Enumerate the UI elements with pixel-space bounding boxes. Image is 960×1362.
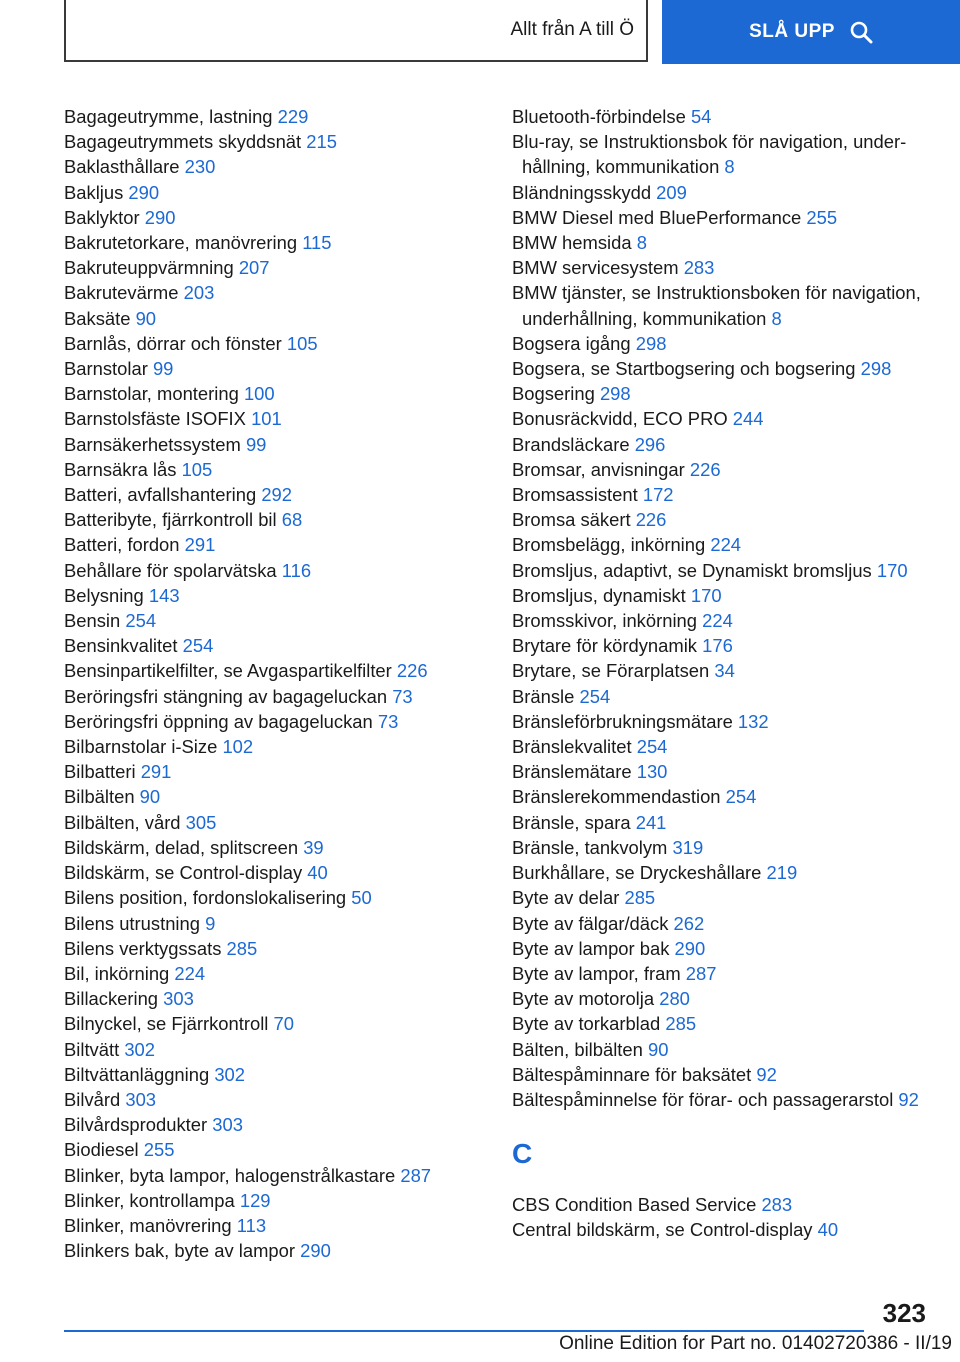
index-entry-term: Bilbälten — [64, 786, 135, 808]
index-entry-term: Bagageutrymmets skyddsnät — [64, 131, 302, 153]
page-reference-link[interactable]: 262 — [673, 912, 705, 934]
page-reference-link[interactable]: 105 — [286, 332, 318, 354]
page-reference-link[interactable]: 285 — [624, 887, 656, 909]
page-reference-link[interactable]: 68 — [281, 509, 303, 531]
index-entry-term: Bluetooth-förbindelse — [512, 106, 686, 127]
index-entry-term: Bromsljus, adaptivt, se Dynamiskt bromsljus — [512, 559, 872, 581]
page-reference-link[interactable]: 73 — [377, 710, 399, 732]
page-reference-link[interactable]: 224 — [174, 962, 206, 984]
index-entry — [512, 129, 952, 179]
page-reference-link[interactable]: 302 — [124, 1038, 156, 1060]
page-number: 323 — [882, 1298, 926, 1328]
page-reference-link[interactable]: 298 — [635, 332, 667, 354]
page-reference-link[interactable]: 99 — [152, 358, 174, 380]
page-reference-link[interactable]: 283 — [683, 257, 715, 279]
index-entry — [512, 1011, 952, 1036]
page-reference-link[interactable]: 8 — [636, 232, 647, 254]
page-reference-link[interactable]: 287 — [400, 1164, 432, 1186]
index-entry-term: Barnstolar — [64, 358, 148, 380]
index-entry-term: Batteri, fordon — [64, 534, 180, 556]
page-reference-link[interactable]: 298 — [860, 358, 892, 380]
index-entry — [64, 734, 504, 759]
index-entry-term: CBS Condition Based Service — [512, 1194, 757, 1216]
index-entry — [64, 381, 504, 406]
index-entry — [64, 507, 504, 532]
page-reference-link[interactable]: 254 — [636, 736, 668, 758]
page-reference-link[interactable]: 283 — [761, 1194, 793, 1216]
index-entry-term: Baksäte — [64, 307, 131, 329]
index-entry — [512, 356, 952, 381]
index-entry — [64, 406, 504, 431]
index-entry — [64, 684, 504, 709]
page-reference-link[interactable]: 241 — [635, 811, 667, 833]
page-reference-link[interactable]: 303 — [163, 988, 194, 1010]
index-entry-term: Barnlås, dörrar och fönster — [64, 332, 282, 354]
page-reference-link[interactable]: 219 — [766, 862, 798, 884]
index-entry — [512, 936, 952, 961]
index-entry-term: Biodiesel — [64, 1139, 139, 1161]
index-entry-term: Baklyktor — [64, 206, 140, 228]
page-reference-link[interactable]: 99 — [245, 433, 267, 455]
index-entry-term: Bromsbelägg, inkörning — [512, 534, 706, 556]
index-entry — [512, 1087, 952, 1112]
index-entry-term: Bältespåminnelse för förar- och passagerarstol — [512, 1088, 894, 1110]
index-entry-term: Bromsskivor, inkörning — [512, 610, 697, 632]
page-reference-link[interactable]: 34 — [714, 660, 735, 682]
index-entry — [64, 810, 504, 835]
page-reference-link[interactable]: 292 — [261, 484, 292, 506]
index-entry — [512, 280, 952, 330]
index-entry-term: Bromsassistent — [512, 484, 638, 506]
index-entry — [64, 911, 504, 936]
page-reference-link[interactable]: 92 — [756, 1063, 777, 1085]
index-entry — [512, 709, 952, 734]
index-entry-term: Bilbälten, vård — [64, 811, 181, 833]
index-entry — [512, 860, 952, 885]
page-reference-link[interactable]: 319 — [672, 836, 704, 858]
index-entry-term: Bilens position, fordonslokalisering — [64, 887, 347, 909]
index-entry — [64, 1163, 504, 1188]
index-entry-term: Byte av lampor, fram — [512, 962, 681, 984]
index-entry-term: Bränslemätare — [512, 761, 632, 783]
page-reference-link[interactable]: 303 — [125, 1088, 157, 1110]
page-reference-link[interactable]: 129 — [239, 1189, 271, 1211]
index-entry-term: BMW Diesel med BluePerformance — [512, 206, 802, 228]
index-entry-term: Bogsering — [512, 383, 595, 405]
index-entry — [512, 784, 952, 809]
page-reference-link[interactable]: 209 — [656, 181, 687, 203]
page-reference-link[interactable]: 176 — [702, 635, 733, 657]
index-entry — [64, 482, 504, 507]
index-entry-term: Central bildskärm, se Control-display — [512, 1219, 813, 1241]
index-entry-term: Brandsläckare — [512, 433, 630, 455]
index-entry — [512, 558, 952, 583]
footer-divider — [64, 1330, 864, 1332]
index-entry-term: Bränslekvalitet — [512, 736, 632, 758]
index-entry — [64, 532, 504, 557]
index-entry-term: Blinker, kontrollampa — [64, 1189, 235, 1211]
index-entry-term: Bilbatteri — [64, 761, 136, 783]
index-entry-term: Beröringsfri stängning av bagageluckan — [64, 685, 388, 707]
index-entry — [64, 230, 504, 255]
page-reference-link[interactable]: 254 — [125, 610, 157, 632]
index-entry-term: Behållare för spolarvätska — [64, 559, 277, 581]
page-reference-link[interactable]: 280 — [659, 988, 690, 1010]
index-entry — [512, 1217, 952, 1242]
page-reference-link[interactable]: 226 — [635, 509, 667, 531]
page-reference-link[interactable]: 101 — [251, 408, 282, 430]
index-entry-term: Barnstolsfäste ISOFIX — [64, 408, 246, 430]
page-reference-link[interactable]: 302 — [214, 1063, 245, 1085]
index-entry — [64, 1188, 504, 1213]
page-reference-link[interactable]: 40 — [817, 1219, 839, 1241]
index-entry — [512, 986, 952, 1011]
index-entry — [64, 180, 504, 205]
index-entry — [64, 885, 504, 910]
chapter-tab-a-to-o[interactable] — [64, 0, 648, 62]
index-entry-term: Barnsäkra lås — [64, 458, 177, 480]
page-reference-link[interactable]: 255 — [143, 1139, 175, 1161]
index-entry — [512, 381, 952, 406]
page-reference-link[interactable]: 254 — [182, 635, 214, 657]
page-reference-link[interactable]: 224 — [702, 610, 733, 632]
index-entry — [512, 734, 952, 759]
index-entry-term: Bildskärm, delad, splitscreen — [64, 836, 299, 858]
index-entry-term: Byte av motorolja — [512, 988, 655, 1010]
page-reference-link[interactable]: 73 — [392, 685, 413, 707]
index-entry-term: Bilens verktygssats — [64, 937, 222, 959]
page-reference-link[interactable]: 229 — [277, 106, 309, 127]
index-entry — [64, 784, 504, 809]
page-reference-link[interactable]: 224 — [710, 534, 742, 556]
index-entry — [64, 457, 504, 482]
index-entry-term: Bakrutevärme — [64, 282, 179, 304]
index-entry — [64, 1137, 504, 1162]
index-entry — [512, 104, 952, 129]
page-reference-link[interactable]: 290 — [674, 937, 706, 959]
index-entry-term: Biltvättanläggning — [64, 1063, 210, 1085]
index-entry — [64, 1087, 504, 1112]
index-entry-term: Bränsle, spara — [512, 811, 631, 833]
index-entry-term: Byte av fälgar/däck — [512, 912, 669, 934]
section-letter-c: C — [512, 1138, 533, 1170]
index-entry-term: Barnstolar, montering — [64, 383, 239, 405]
page-reference-link[interactable]: 226 — [396, 660, 428, 682]
index-entry — [64, 129, 504, 154]
index-entry-term: Belysning — [64, 584, 144, 606]
page-reference-link[interactable]: 102 — [222, 736, 254, 758]
index-entry-term: Blinkers bak, byte av lampor — [64, 1240, 296, 1262]
index-entry-term: Bildskärm, se Control-display — [64, 862, 303, 884]
index-entry — [64, 658, 504, 683]
index-entry — [64, 986, 504, 1011]
index-entry — [64, 331, 504, 356]
index-entry-term: Byte av delar — [512, 887, 620, 909]
index-entry-term: BMW hemsida — [512, 232, 632, 254]
page-reference-link[interactable]: 90 — [139, 786, 161, 808]
index-list-b — [512, 104, 952, 1112]
index-entry-term: Bilvård — [64, 1088, 121, 1110]
index-entry-term: Bogsera igång — [512, 332, 631, 354]
page-reference-link[interactable]: 90 — [648, 1038, 669, 1060]
page-reference-link[interactable]: 215 — [306, 131, 337, 153]
index-entry — [64, 608, 504, 633]
page-reference-link[interactable]: 291 — [140, 761, 172, 783]
page-reference-link[interactable]: 290 — [128, 181, 160, 203]
index-entry — [64, 280, 504, 305]
index-entry — [64, 356, 504, 381]
index-entry — [64, 306, 504, 331]
index-entry — [64, 860, 504, 885]
index-entry-term: Beröringsfri öppning av bagageluckan — [64, 710, 373, 732]
page-reference-link[interactable]: 115 — [302, 232, 332, 254]
index-entry — [64, 835, 504, 860]
index-entry — [512, 482, 952, 507]
page-reference-link[interactable]: 170 — [876, 559, 908, 581]
page-reference-link[interactable]: 254 — [725, 786, 757, 808]
index-entry-term: Barnsäkerhetssystem — [64, 433, 241, 455]
index-entry — [512, 255, 952, 280]
index-entry-term: Bonusräckvidd, ECO PRO — [512, 408, 728, 430]
index-entry-term: Bromsa säkert — [512, 509, 631, 531]
index-entry — [512, 1037, 952, 1062]
index-entry-term: Blu-ray, se Instruktionsbok för navigation, underhållning, kommunikation — [512, 131, 907, 178]
lookup-search-button[interactable] — [662, 0, 960, 64]
index-entry — [64, 709, 504, 734]
index-column-right — [512, 104, 952, 1243]
index-entry — [512, 1192, 952, 1217]
index-entry-term: Bälten, bilbälten — [512, 1038, 643, 1060]
index-entry — [64, 255, 504, 280]
page-reference-link[interactable]: 285 — [665, 1013, 697, 1035]
page-reference-link[interactable]: 291 — [184, 534, 216, 556]
index-entry-term: Blinker, manövrering — [64, 1214, 232, 1236]
index-entry — [512, 532, 952, 557]
index-entry-term: Billackering — [64, 988, 159, 1010]
index-entry — [512, 633, 952, 658]
page-reference-link[interactable]: 70 — [273, 1013, 294, 1035]
page-reference-link[interactable]: 143 — [148, 584, 180, 606]
index-entry-term: Bagageutrymme, lastning — [64, 106, 273, 127]
page-reference-link[interactable]: 92 — [898, 1088, 919, 1110]
index-entry — [512, 205, 952, 230]
index-entry — [64, 1062, 504, 1087]
index-entry-term: Bakljus — [64, 181, 124, 203]
index-entry — [512, 759, 952, 784]
index-entry — [512, 457, 952, 482]
page-reference-link[interactable]: 132 — [737, 710, 769, 732]
index-entry-term: Baklasthållare — [64, 156, 180, 178]
index-entry-term: Bilbarnstolar i-Size — [64, 736, 218, 758]
page-reference-link[interactable]: 230 — [184, 156, 216, 178]
index-entry-term: Bromsljus, dynamiskt — [512, 584, 686, 606]
page-reference-link[interactable]: 303 — [212, 1114, 243, 1136]
index-entry — [64, 759, 504, 784]
page-reference-link[interactable]: 50 — [351, 887, 372, 909]
index-entry-term: Brytare, se Förarplatsen — [512, 660, 710, 682]
index-entry-term: Bakrutetorkare, manövrering — [64, 232, 298, 254]
page-reference-link[interactable]: 116 — [281, 559, 312, 581]
index-entry — [512, 961, 952, 986]
page-reference-link[interactable]: 298 — [599, 383, 631, 405]
index-entry-term: Bogsera, se Startbogsering och bogsering — [512, 358, 856, 380]
page-reference-link[interactable]: 254 — [579, 685, 611, 707]
index-entry — [64, 432, 504, 457]
index-entry-term: Brytare för kördynamik — [512, 635, 697, 657]
index-entry — [64, 961, 504, 986]
footer-edition-text: Online Edition for Part no. 01402720386 - II/19 — [559, 1333, 952, 1354]
index-entry — [64, 558, 504, 583]
page-reference-link[interactable]: 172 — [642, 484, 674, 506]
index-entry — [64, 154, 504, 179]
index-entry — [64, 1213, 504, 1238]
index-entry-term: Biltvätt — [64, 1038, 120, 1060]
index-entry-term: Burkhållare, se Dryckeshållare — [512, 862, 762, 884]
index-entry — [512, 230, 952, 255]
index-entry-term: Bältespåminnare för baksätet — [512, 1063, 752, 1085]
index-entry — [512, 911, 952, 936]
index-entry-term: BMW tjänster, se Instruktionsboken för navigation, underhållning, kommunikation — [512, 282, 921, 329]
index-list-c — [512, 1192, 952, 1242]
index-entry — [64, 936, 504, 961]
search-icon — [849, 20, 873, 44]
index-entry-term: BMW servicesystem — [512, 257, 679, 279]
index-entry — [512, 684, 952, 709]
index-entry-term: Bränsle, tankvolym — [512, 836, 668, 858]
index-entry — [512, 406, 952, 431]
index-entry-term: Bränsleförbrukningsmätare — [512, 710, 733, 732]
index-entry — [64, 104, 504, 129]
index-entry — [64, 633, 504, 658]
page-reference-link[interactable]: 170 — [690, 584, 722, 606]
index-entry-term: Bensinpartikelfilter, se Avgaspartikelfilter — [64, 660, 392, 682]
index-entry-term: Bilvårdsprodukter — [64, 1114, 208, 1136]
page-reference-link[interactable]: 113 — [236, 1214, 267, 1236]
index-entry — [512, 331, 952, 356]
page-reference-link[interactable]: 8 — [724, 156, 735, 178]
page-reference-link[interactable]: 290 — [144, 206, 176, 228]
index-entry — [512, 885, 952, 910]
index-entry — [512, 507, 952, 532]
page-reference-link[interactable]: 287 — [685, 962, 717, 984]
page-reference-link[interactable]: 105 — [181, 458, 213, 480]
index-entry-term: Byte av torkarblad — [512, 1013, 661, 1035]
page-reference-link[interactable]: 203 — [183, 282, 215, 304]
page-reference-link[interactable]: 100 — [243, 383, 275, 405]
index-entry-term: Batteri, avfallshantering — [64, 484, 257, 506]
index-entry — [512, 658, 952, 683]
index-entry-term: Bränslerekommendastion — [512, 786, 721, 808]
index-entry-term: Batteribyte, fjärrkontroll bil — [64, 509, 277, 531]
page-reference-link[interactable]: 244 — [732, 408, 764, 430]
index-entry-term: Bromsar, anvisningar — [512, 458, 685, 480]
index-entry — [64, 1238, 504, 1263]
index-entry — [64, 1011, 504, 1036]
index-entry — [512, 180, 952, 205]
page-reference-link[interactable]: 285 — [226, 937, 258, 959]
page-reference-link[interactable]: 90 — [135, 307, 157, 329]
page-reference-link[interactable]: 9 — [205, 912, 216, 934]
index-entry-term: Byte av lampor bak — [512, 937, 670, 959]
index-entry-term: Bensinkvalitet — [64, 635, 178, 657]
index-entry — [512, 583, 952, 608]
page-reference-link[interactable]: 130 — [636, 761, 668, 783]
index-entry — [512, 432, 952, 457]
index-entry-term: Bakruteuppvärmning — [64, 257, 234, 279]
index-entry-term: Bil, inkörning — [64, 962, 170, 984]
index-entry-term: Bilnyckel, se Fjärrkontroll — [64, 1013, 269, 1035]
page-reference-link[interactable]: 40 — [307, 862, 328, 884]
page-reference-link[interactable]: 305 — [185, 811, 217, 833]
index-entry — [64, 1037, 504, 1062]
index-entry — [512, 810, 952, 835]
index-entry — [64, 205, 504, 230]
index-entry — [512, 835, 952, 860]
index-entry-term: Blinker, byta lampor, halogenstrålkastare — [64, 1164, 396, 1186]
index-entry-term: Bränsle — [512, 685, 575, 707]
index-entry — [64, 583, 504, 608]
page-reference-link[interactable]: 255 — [806, 206, 838, 228]
chapter-tab-label: Allt från A till Ö — [510, 19, 634, 40]
index-column-left — [64, 104, 504, 1263]
index-entry — [64, 1112, 504, 1137]
page-reference-link[interactable]: 226 — [689, 458, 721, 480]
page-reference-link[interactable]: 54 — [690, 106, 712, 127]
page-reference-link[interactable]: 296 — [634, 433, 666, 455]
page-reference-link[interactable]: 207 — [238, 257, 270, 279]
page-reference-link[interactable]: 39 — [303, 836, 324, 858]
page-reference-link[interactable]: 8 — [771, 307, 782, 329]
lookup-label: SLÅ UPP — [749, 21, 835, 42]
index-entry-term: Bländningsskydd — [512, 181, 652, 203]
index-entry-term: Bilens utrustning — [64, 912, 200, 934]
index-entry — [512, 1062, 952, 1087]
page-reference-link[interactable]: 290 — [300, 1240, 331, 1262]
index-entry-term: Bensin — [64, 610, 121, 632]
index-entry — [512, 608, 952, 633]
